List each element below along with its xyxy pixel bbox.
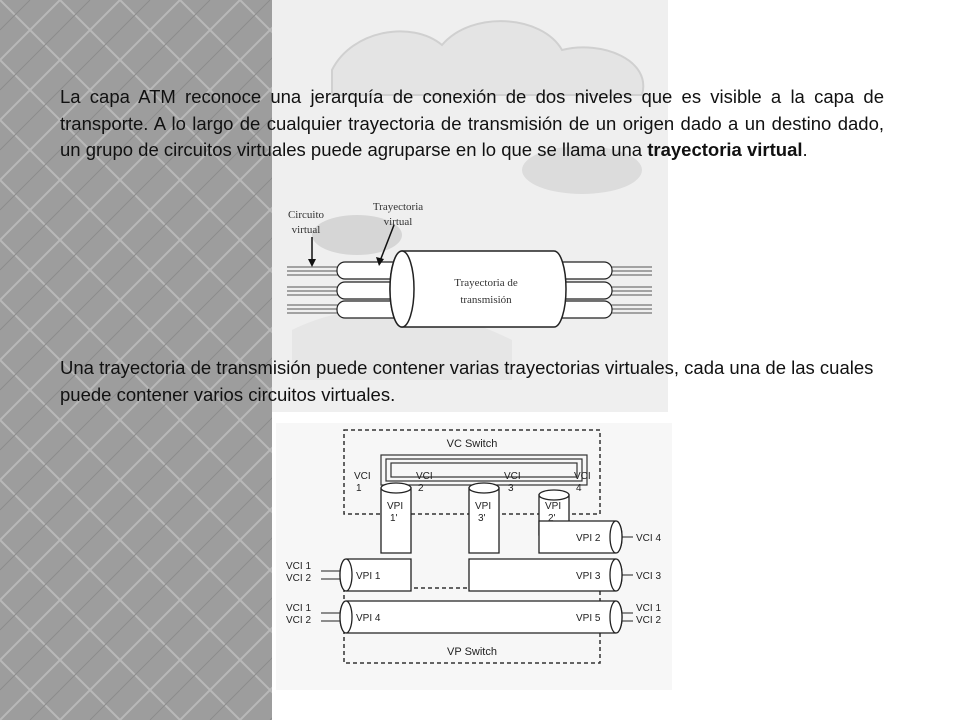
label-trayectoria-transmision-1: Trayectoria de — [454, 277, 518, 289]
top-vci-label-4: VCI — [574, 471, 591, 482]
right-vpi5-vci-1: VCI 1 — [636, 603, 662, 614]
label-vp-switch: VP Switch — [447, 646, 497, 658]
label-vpi-4: VPI 4 — [356, 613, 381, 624]
label-trayectoria-transmision-2: transmisión — [460, 294, 512, 306]
paragraph1-bold-term: trayectoria virtual — [647, 139, 803, 160]
label-circuito-virtual-2: virtual — [291, 224, 321, 236]
left-vpi4-vci-2: VCI 2 — [286, 615, 312, 626]
top-vpi-num-1: 1' — [390, 513, 398, 524]
label-vpi-1: VPI 1 — [356, 571, 381, 582]
paragraph1-end: . — [802, 139, 808, 160]
top-vci-label-3: VCI — [504, 471, 521, 482]
top-vci-num-4: 4 — [576, 483, 582, 494]
top-vci-label-2: VCI — [416, 471, 433, 482]
paragraph-transmission-path: Una trayectoria de transmisión puede contener varias trayectorias virtuales, cada una de las cuales puede contener varios circuitos virtuales. — [60, 357, 874, 405]
label-vpi-3: VPI 3 — [576, 571, 601, 582]
label-trayectoria-virtual-2: virtual — [383, 216, 413, 228]
label-trayectoria-virtual-1: Trayectoria — [372, 201, 424, 213]
label-vci-4-right: VCI 4 — [636, 533, 662, 544]
top-vci-label-1: VCI — [354, 471, 371, 482]
left-vpi1-vci-2: VCI 2 — [286, 573, 312, 584]
top-vpi-num-2: 3' — [478, 513, 486, 524]
top-vci-num-3: 3 — [508, 483, 514, 494]
top-vpi-label-2: VPI — [475, 501, 492, 512]
paragraph-atm-hierarchy — [60, 84, 884, 164]
virtual-path-diagram — [282, 193, 660, 333]
vc-vp-switch-diagram — [276, 423, 672, 690]
label-vpi-2: VPI 2 — [576, 533, 601, 544]
right-vpi5-vci-2: VCI 2 — [636, 615, 662, 626]
label-vc-switch: VC Switch — [446, 438, 498, 450]
left-vpi4-vci-1: VCI 1 — [286, 603, 312, 614]
label-vci-3-right: VCI 3 — [636, 571, 662, 582]
paragraph1-text: La capa ATM reconoce una jerarquía de conexión de dos niveles que es visible a la capa de transporte. A lo largo de cualquier trayectoria de transmisión de un origen dado a un destino dado, un grupo de circuitos virtuales puede agruparse en lo que se llama una — [60, 86, 884, 160]
label-circuito-virtual-1: Circuito — [287, 209, 325, 221]
top-vci-num-2: 2 — [418, 483, 424, 494]
top-vci-num-1: 1 — [356, 483, 362, 494]
label-vpi-5: VPI 5 — [576, 613, 601, 624]
top-vpi-label-1: VPI — [387, 501, 404, 512]
top-vpi-label-3: VPI — [545, 501, 562, 512]
top-vpi-num-3: 2' — [548, 513, 556, 524]
left-vpi1-vci-1: VCI 1 — [286, 561, 312, 572]
